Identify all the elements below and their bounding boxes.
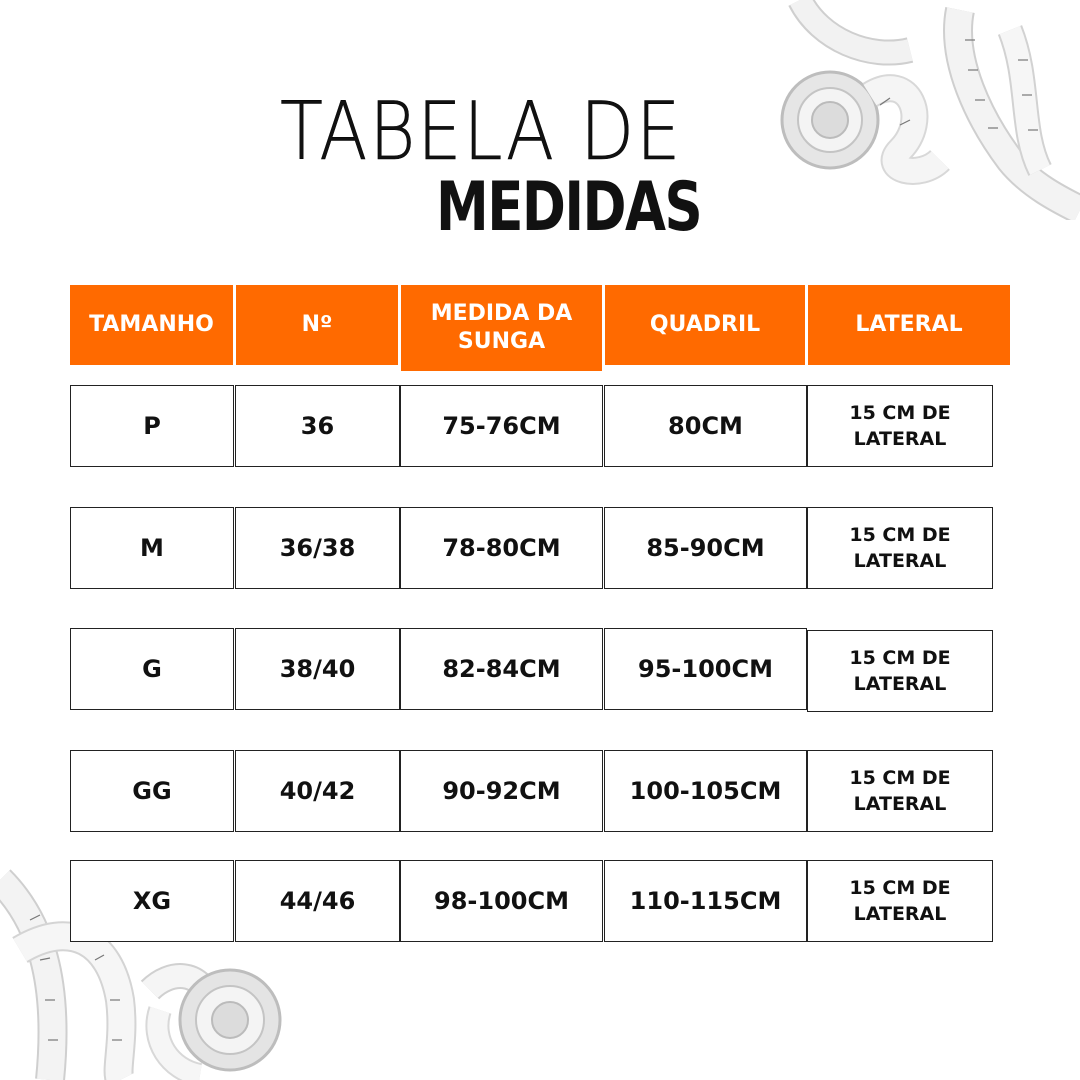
cell-lateral-m: 15 CM DE LATERAL <box>807 507 993 589</box>
cell-quadril-m: 85-90CM <box>604 507 807 589</box>
header-numero: Nº <box>236 285 398 365</box>
title-line-2: MEDIDAS <box>436 168 702 247</box>
cell-lateral-p: 15 CM DE LATERAL <box>807 385 993 467</box>
header-lateral: LATERAL <box>808 285 1010 365</box>
header-medida-da-sunga: MEDIDA DA SUNGA <box>401 285 602 371</box>
cell-quadril-g: 95-100CM <box>604 628 807 710</box>
cell-numero-xg: 44/46 <box>235 860 400 942</box>
cell-medida-g: 82-84CM <box>400 628 603 710</box>
cell-tamanho-gg: GG <box>70 750 234 832</box>
title-line-1: TABELA DE <box>280 85 683 178</box>
cell-lateral-xg: 15 CM DE LATERAL <box>807 860 993 942</box>
cell-quadril-gg: 100-105CM <box>604 750 807 832</box>
cell-medida-xg: 98-100CM <box>400 860 603 942</box>
cell-tamanho-m: M <box>70 507 234 589</box>
cell-numero-gg: 40/42 <box>235 750 400 832</box>
cell-numero-m: 36/38 <box>235 507 400 589</box>
cell-lateral-gg: 15 CM DE LATERAL <box>807 750 993 832</box>
measuring-tape-top-right-icon <box>760 0 1080 220</box>
cell-medida-gg: 90-92CM <box>400 750 603 832</box>
header-tamanho: TAMANHO <box>70 285 233 365</box>
cell-tamanho-xg: XG <box>70 860 234 942</box>
cell-numero-g: 38/40 <box>235 628 400 710</box>
cell-medida-m: 78-80CM <box>400 507 603 589</box>
cell-medida-p: 75-76CM <box>400 385 603 467</box>
cell-lateral-g: 15 CM DE LATERAL <box>807 630 993 712</box>
cell-quadril-p: 80CM <box>604 385 807 467</box>
header-quadril: QUADRIL <box>605 285 805 365</box>
cell-tamanho-g: G <box>70 628 234 710</box>
cell-numero-p: 36 <box>235 385 400 467</box>
cell-quadril-xg: 110-115CM <box>604 860 807 942</box>
cell-tamanho-p: P <box>70 385 234 467</box>
